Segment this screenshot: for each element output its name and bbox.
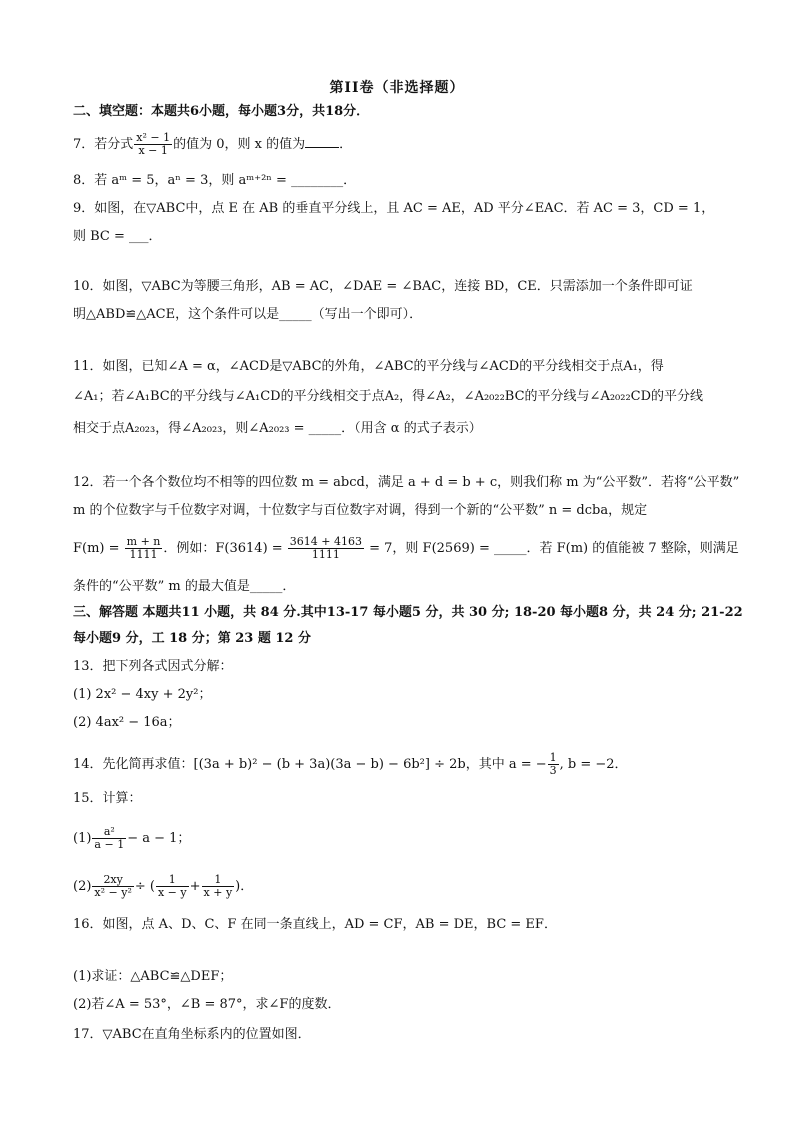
question-10-line2: 明△ABD≌△ACE，这个条件可以是_____（写出一个即可）． [73, 307, 423, 322]
question-11-line3: 相交于点A₂₀₂₃，得∠A₂₀₂₃，则∠A₂₀₂₃ = _____．（用含 α 的式子表示） [73, 421, 482, 436]
question-12-line2: m 的个位数字与千位数字对调，十位数字与百位数字对调，得到一个新的“公平数” n = dcba，规定 [73, 503, 648, 518]
question-14 [73, 752, 733, 777]
question-12-line1: 12．若一个各个数位均不相等的四位数 m = abcd，满足 a + d = b + c，则我们称 m 为“公平数”．若将“公平数” [73, 475, 740, 490]
q15-2-label: (2) [73, 879, 92, 894]
page-title: 第II卷（非选择题） [329, 80, 465, 96]
question-16-part1: (1)求证：△ABC≌△DEF； [73, 969, 233, 984]
question-17: 17．▽ABC在直角坐标系内的位置如图． [73, 1027, 311, 1042]
question-15: 15．计算： [73, 791, 142, 806]
q12-frac1-den: 1111 [129, 548, 158, 561]
question-16: 16．如图，点 A、D、C、F 在同一条直线上，AD = CF，AB = DE，BC = EF． [73, 917, 557, 932]
q7-fraction [134, 132, 172, 157]
q15-2-b-num: 1 [156, 874, 189, 887]
q12-example: ．例如：F(3614) = [163, 541, 287, 556]
q15-2-fraction-b [156, 874, 189, 899]
q12-f-def: F(m) = [73, 541, 124, 556]
q7-prefix: 7．若分式 [73, 137, 134, 152]
question-8: 8．若 aᵐ = 5，aⁿ = 3，则 aᵐ⁺²ⁿ = ________． [73, 173, 357, 188]
q15-2-plus: + [189, 879, 201, 894]
question-10-line1: 10．如图，▽ABC为等腰三角形，AB = AC，∠DAE = ∠BAC，连接 BD，CE．只需添加一个条件即可证 [73, 279, 693, 294]
question-15-part2 [73, 874, 733, 899]
q7-denominator: x − 1 [138, 144, 168, 157]
q12-frac1-num: m + n [126, 535, 161, 548]
q15-2-divide: ÷ ( [134, 879, 155, 894]
question-15-part1 [73, 826, 733, 851]
q12-fraction-1 [125, 536, 163, 561]
question-11-line2: ∠A₁；若∠A₁BC的平分线与∠A₁CD的平分线相交于点A₂，得∠A₂，∠A₂₀₂₂BC的平分线与∠A₂₀₂₂CD的平分线 [73, 389, 704, 404]
q12-fraction-2 [288, 536, 364, 561]
q15-2-b-den: x − y [157, 886, 187, 899]
q15-2-c-num: 1 [202, 874, 235, 887]
question-16-part2: (2)若∠A = 53°，∠B = 87°，求∠F的度数． [73, 997, 341, 1012]
question-9-line1: 9．如图，在▽ABC中，点 E 在 AB 的垂直平分线上，且 AC = AE，AD 平分∠EAC．若 AC = 3，CD = 1， [73, 201, 715, 216]
q7-answer-blank [305, 135, 339, 148]
q15-2-a-den: x² − y² [94, 886, 132, 899]
q15-1-numerator: a² [92, 826, 126, 839]
q12-tail: = 7，则 F(2569) = _____．若 F(m) 的值能被 7 整除，则满足 [365, 541, 739, 556]
q15-1-rest: − a − 1； [127, 831, 191, 846]
question-13: 13．把下列各式因式分解： [73, 659, 233, 674]
q12-frac2-num: 3614 + 4163 [289, 535, 362, 548]
question-12-line4: 条件的“公平数” m 的最大值是_____． [73, 579, 296, 594]
question-7 [73, 132, 733, 157]
q7-suffix: 的值为 0，则 x 的值为 [173, 137, 306, 152]
q7-numerator: x² − 1 [136, 131, 171, 144]
q14-numerator: 1 [549, 751, 557, 764]
q15-1-denominator: a − 1 [94, 838, 125, 851]
question-12-line3 [73, 535, 739, 561]
section2-heading: 二、填空题：本题共6小题，每小题3分，共18分． [73, 104, 370, 119]
q15-2-a-num: 2xy [92, 874, 133, 887]
q14-suffix: , b = −2． [559, 757, 628, 772]
q15-2-close: )． [235, 879, 254, 894]
question-11-line1: 11．如图，已知∠A = α，∠ACD是▽ABC的外角，∠ABC的平分线与∠ACD的平分线相交于点A₁，得 [73, 359, 664, 374]
q14-denominator: 3 [549, 764, 557, 777]
q15-1-fraction [92, 826, 126, 851]
q15-1-label: (1) [73, 831, 92, 846]
section3-heading-line1: 三、解答题 本题共11 小题，共 84 分.其中13-17 每小题5 分，共 30 分; 18-20 每小题8 分，共 24 分; 21-22 [73, 605, 743, 620]
question-13-part2: (2) 4ax² − 16a； [73, 715, 181, 730]
q15-2-c-den: x + y [203, 886, 233, 899]
question-9-line2: 则 BC = ___． [73, 229, 162, 244]
q14-fraction [548, 752, 559, 777]
section3-heading-line2: 每小题9 分，工 18 分；第 23 题 12 分 [73, 631, 311, 646]
q7-end: ． [339, 137, 353, 152]
q14-prefix: 14．先化简再求值：[(3a + b)² − (b + 3a)(3a − b) − 6b²] ÷ 2b，其中 a = − [73, 757, 547, 772]
question-13-part1: (1) 2x² − 4xy + 2y²； [73, 687, 212, 702]
q15-2-fraction-c [202, 874, 235, 899]
q12-frac2-den: 1111 [311, 548, 340, 561]
q15-2-fraction-a [92, 874, 133, 899]
